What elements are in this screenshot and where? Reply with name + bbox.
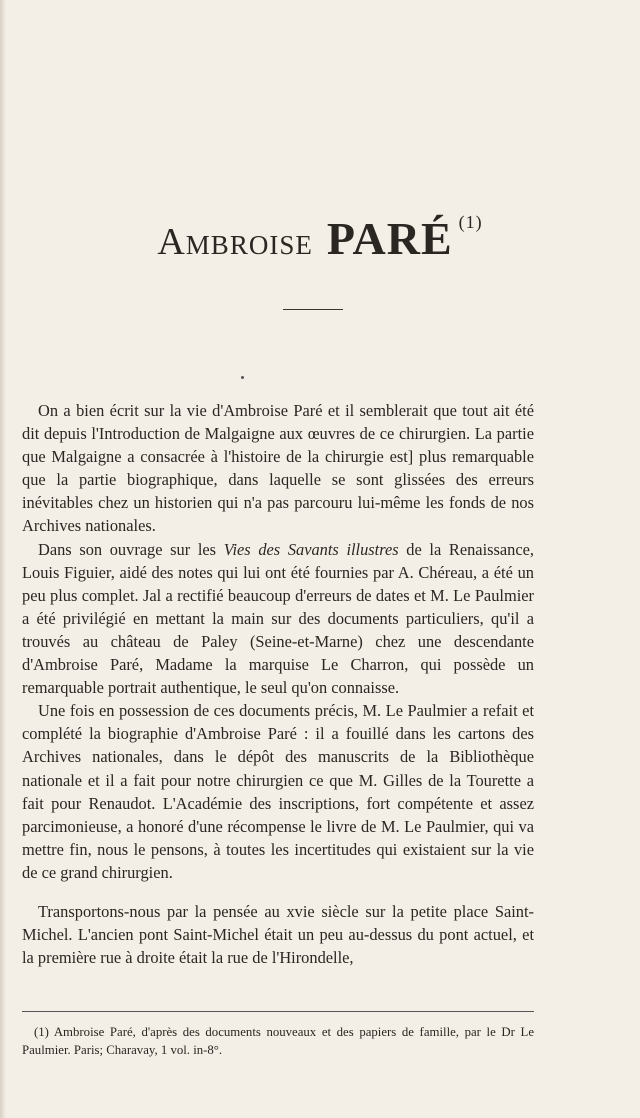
footnote-text: (1) Ambroise Paré, d'après des documents nouveaux et des papiers de famille, par le Dr Le Paulmier. Paris; Charavay, 1 vol. in-8°. xyxy=(22,1025,534,1057)
title-footnote-ref: (1) xyxy=(458,212,483,232)
body-text xyxy=(22,399,534,969)
paragraph-1: On a bien écrit sur la vie d'Ambroise Paré et il semblerait que tout ait été dit depuis l'Introduction de Malgaigne aux œuvres de ce chirurgien. La partie que Malgaigne a consacrée à l'histoire de la chirurgie est] plus remarquable que la partie biographique, dans laquelle se sont glissées des erreurs inévitables chez un historien qui n'a pas parcouru lui-même les fonds de nos Archives nationales. xyxy=(22,401,534,536)
footnote xyxy=(22,1023,534,1059)
paragraph-4: Transportons-nous par la pensée au xvie siècle sur la petite place Saint-Michel. L'ancien pont Saint-Michel était un peu au-dessus du pont actuel, et la première rue à droite était la rue de l'Hirondelle, xyxy=(22,901,534,968)
chapter-title xyxy=(0,212,640,265)
title-divider xyxy=(283,309,343,310)
title-first-name: Ambroise xyxy=(157,221,313,263)
footnote-divider xyxy=(22,1011,534,1012)
title-last-name: PARÉ xyxy=(326,213,453,264)
paragraph-3: Une fois en possession de ces documents précis, M. Le Paulmier a refait et complété la biographie d'Ambroise Paré : il a fouillé dans les cartons des Archives nationales, dans le dépôt des manuscrits de la Bibliothèque nationale et il a fait pour notre chirurgien ce que M. Gilles de la Tourette a fait pour Renaudot. L'Académie des inscriptions, fort compétente et assez parcimonieuse, a honoré d'une récompense le livre de M. Le Paulmier, qui va mettre fin, nous le pensons, à toutes les incertitudes qui existaient sur la vie de ce grand chirurgien. xyxy=(22,701,534,882)
book-title-italic: Vies des Savants illustres xyxy=(223,539,399,559)
page-edge-shadow xyxy=(0,0,6,1118)
ink-speck xyxy=(241,376,244,379)
paragraph-2: Dans son ouvrage sur les Vies des Savants illustres de la Renaissance, Louis Figuier, aidé des notes qui lui ont été fournies par A. Chéreau, a été un peu plus complet. Jal a rectifié beaucoup d'erreurs de dates et M. Le Paulmier a été privilégié en mettant la main sur des documents particuliers, qu'il a trouvés au château de Paley (Seine-et-Marne) chez une descendante d'Ambroise Paré, Madame la marquise Le Charron, qui possède un remarquable portrait authentique, le seul qu'on connaisse. xyxy=(22,539,534,698)
